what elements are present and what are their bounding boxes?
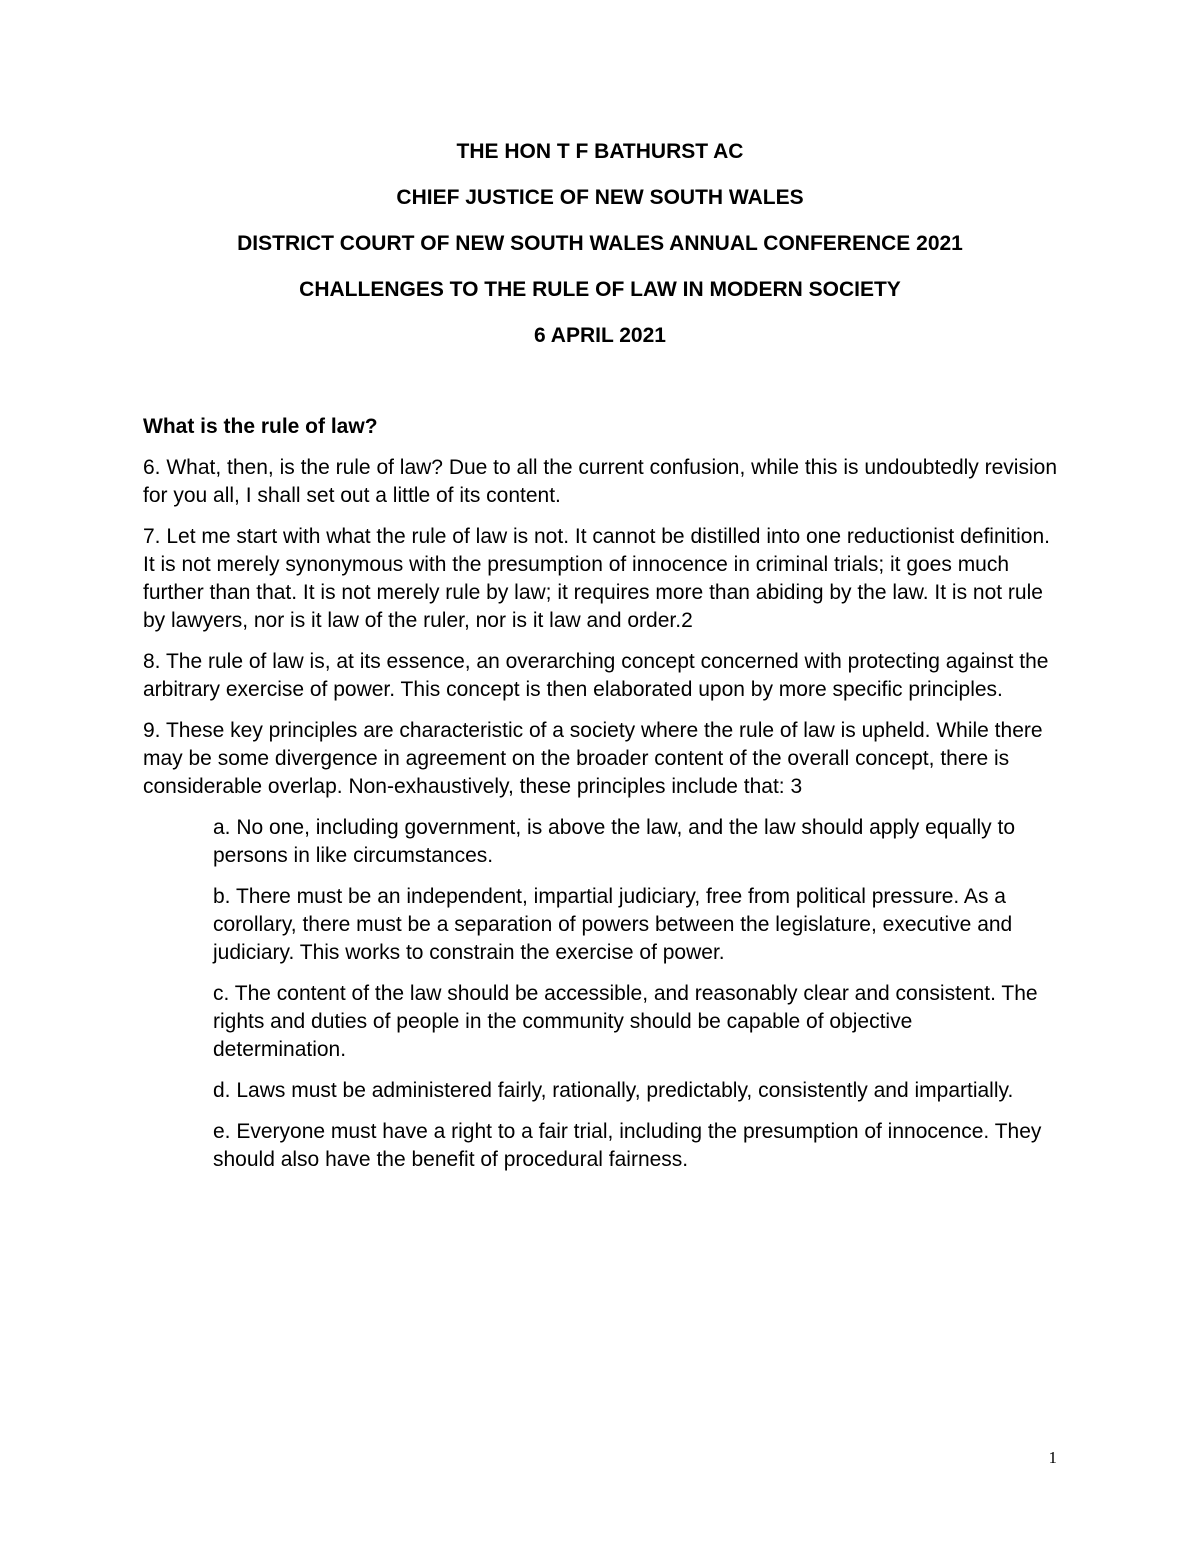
principle-c: c. The content of the law should be accessible, and reasonably clear and consistent. The rights and duties of people in the community should be capable of objective determination.	[213, 982, 1038, 1061]
paragraph-6: 6. What, then, is the rule of law? Due to all the current confusion, while this is undoubtedly revision for you all, I shall set out a little of its content.	[143, 456, 1057, 507]
paragraph-7: 7. Let me start with what the rule of law is not. It cannot be distilled into one reductionist definition. It is not merely synonymous with the presumption of innocence in criminal trials; it goes much further than that. It is not merely rule by law; it requires more than abiding by the law. It is not rule by lawyers, nor is it law of the ruler, nor is it law and order.2	[143, 525, 1050, 632]
page-number: 1	[1048, 1448, 1057, 1467]
principle-d: d. Laws must be administered fairly, rationally, predictably, consistently and impartially.	[213, 1079, 1014, 1102]
paragraph-8: 8. The rule of law is, at its essence, an overarching concept concerned with protecting against the arbitrary exercise of power. This concept is then elaborated upon by more specific principles.	[143, 650, 1049, 701]
section-heading: What is the rule of law?	[143, 415, 378, 438]
title-block	[0, 140, 1200, 370]
document-body	[143, 413, 1063, 1187]
paragraph-9: 9. These key principles are characteristic of a society where the rule of law is upheld. While there may be some divergence in agreement on the broader content of the overall concept, there is considerable overlap. Non-exhaustively, these principles include that: 3	[143, 719, 1043, 798]
principle-a: a. No one, including government, is above the law, and the law should apply equally to persons in like circumstances.	[213, 816, 1016, 867]
speech-title: CHALLENGES TO THE RULE OF LAW IN MODERN SOCIETY	[299, 278, 901, 301]
principle-e: e. Everyone must have a right to a fair trial, including the presumption of innocence. They should also have the benefit of procedural fairness.	[213, 1120, 1042, 1171]
principles-list	[213, 814, 1043, 1174]
speaker-name: THE HON T F BATHURST AC	[456, 140, 744, 163]
speaker-title: CHIEF JUSTICE OF NEW SOUTH WALES	[396, 186, 804, 209]
principle-b: b. There must be an independent, impartial judiciary, free from political pressure. As a corollary, there must be a separation of powers between the legislature, executive and judiciary. This works to constrain the exercise of power.	[213, 885, 1013, 964]
speech-date: 6 APRIL 2021	[534, 324, 666, 347]
event-name: DISTRICT COURT OF NEW SOUTH WALES ANNUAL CONFERENCE 2021	[237, 232, 963, 255]
